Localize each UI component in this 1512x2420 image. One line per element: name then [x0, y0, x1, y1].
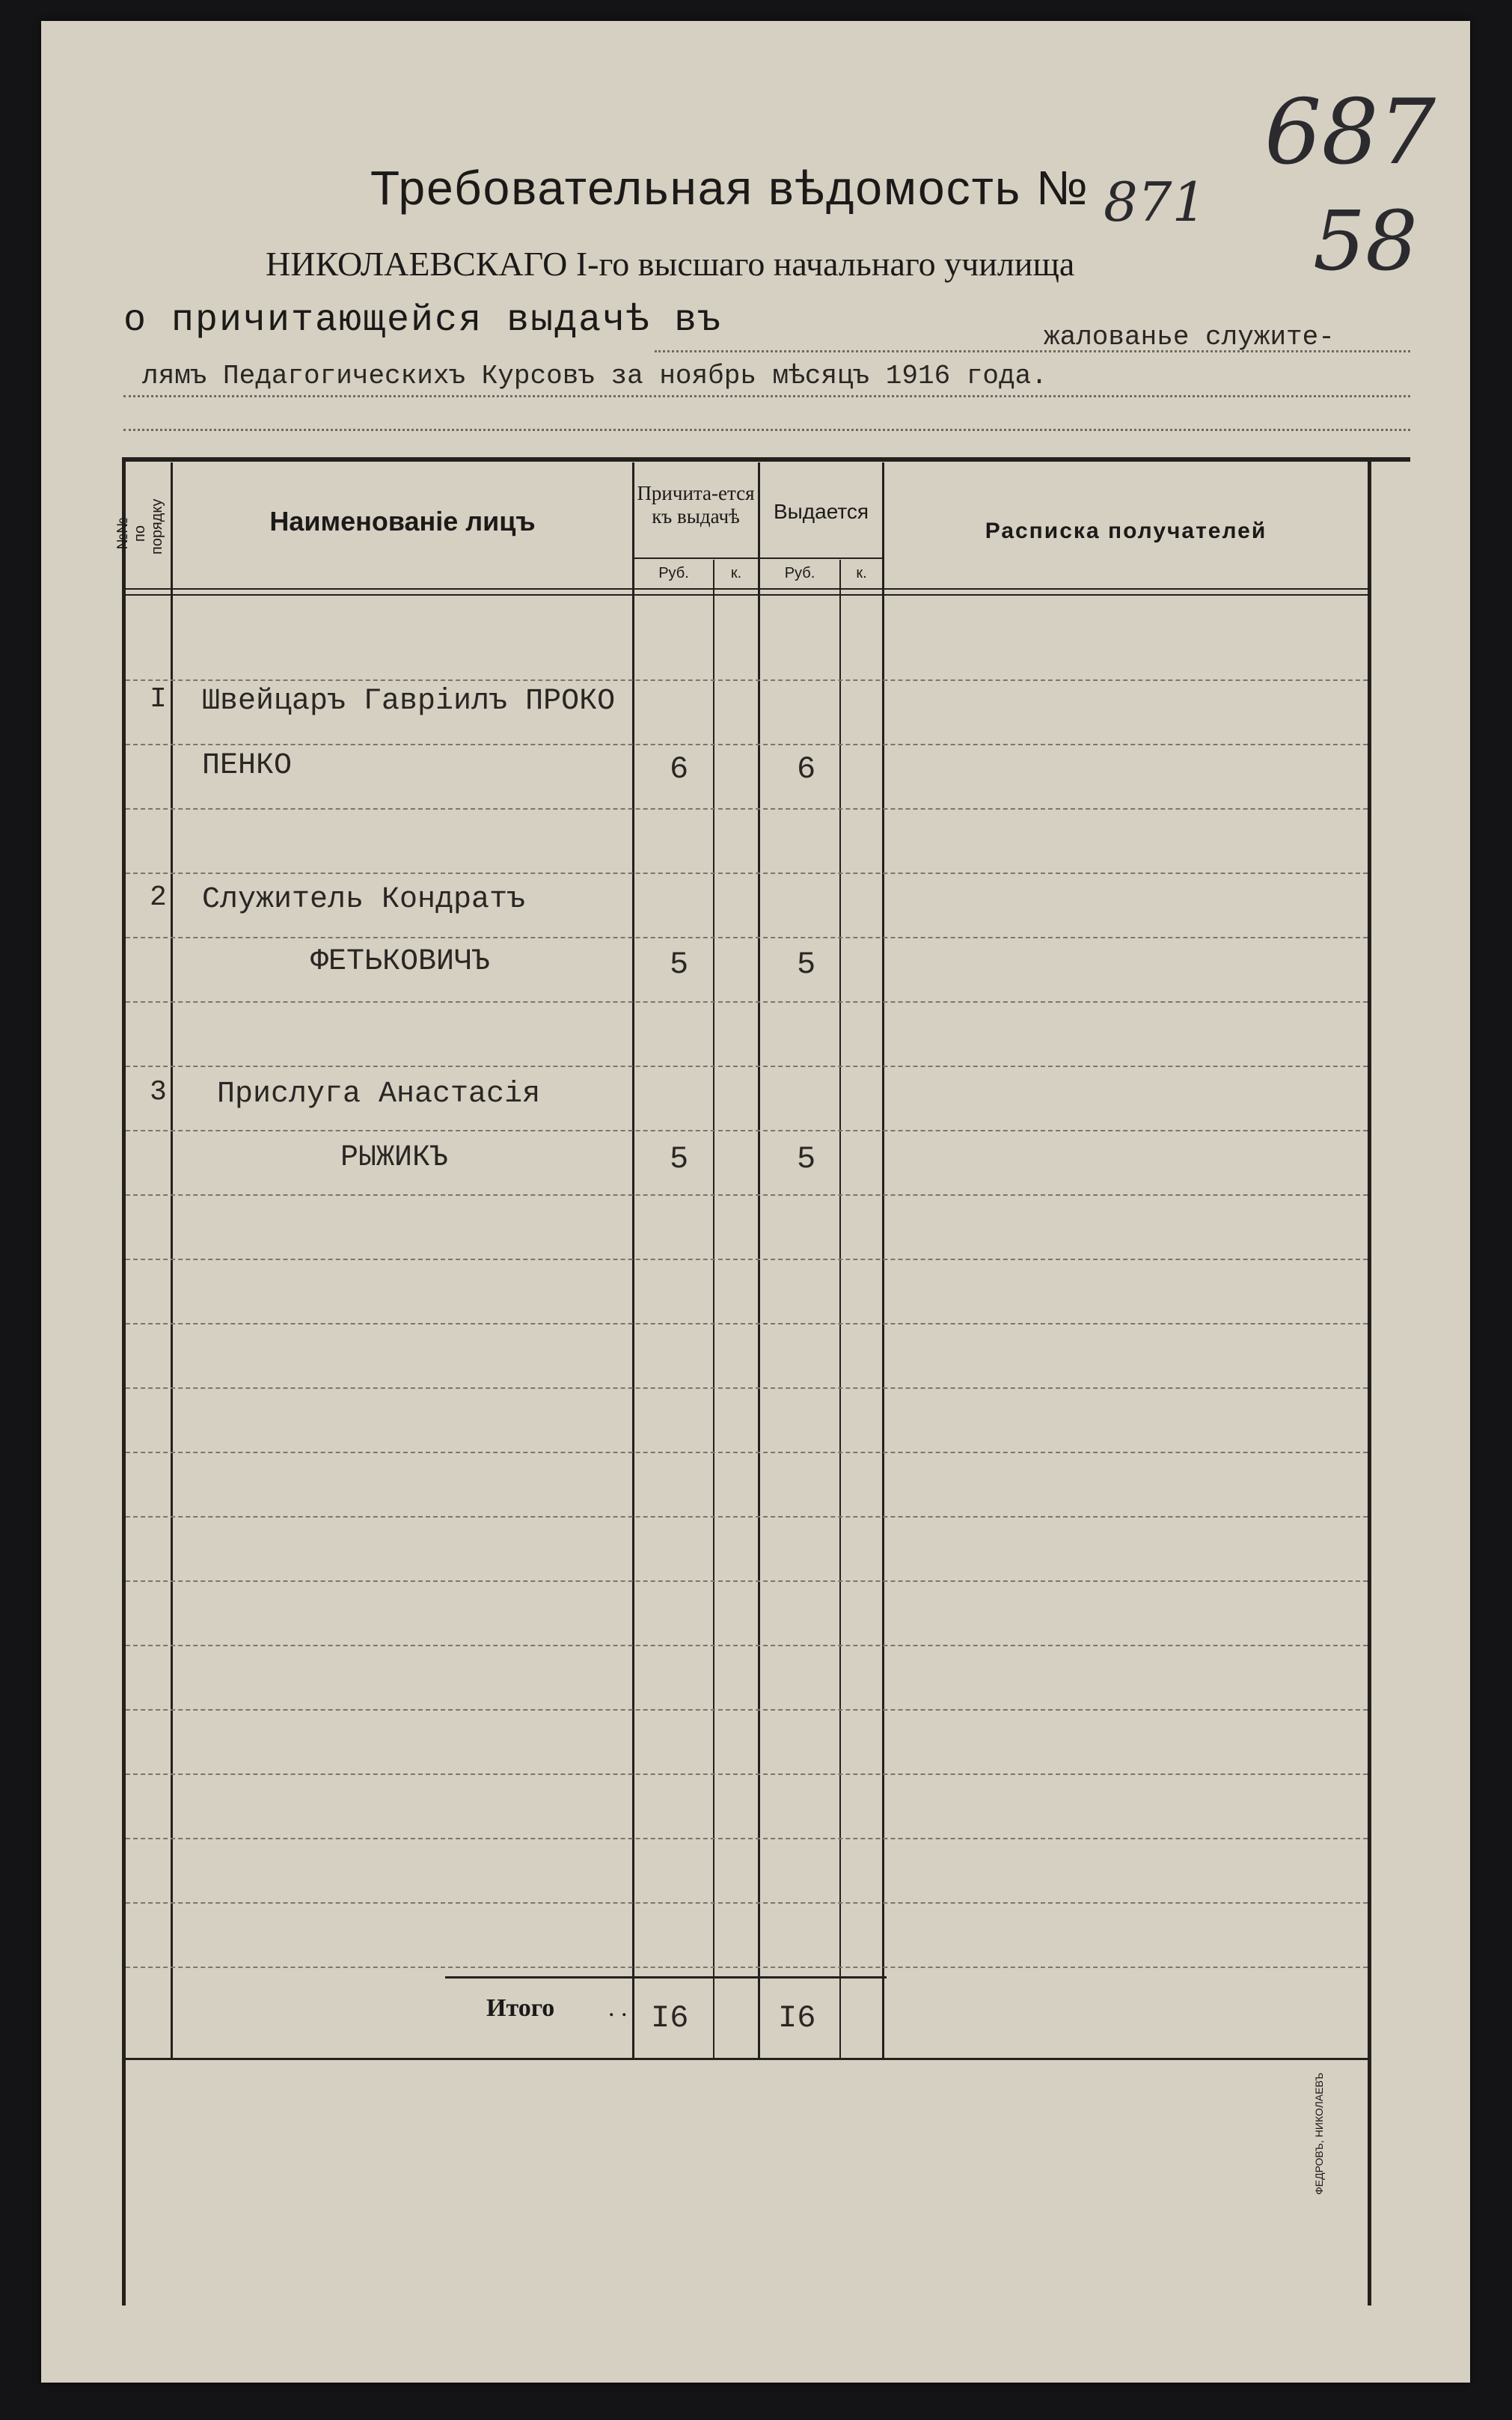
row-number: 3 [150, 1076, 167, 1108]
row-number: I [150, 683, 167, 715]
sub-header-rub: Руб. [784, 565, 815, 581]
school-line: НИКОЛАЕВСКАГО I-го высшаго начальнаго училища [266, 245, 1075, 283]
dotted-rule [123, 395, 1410, 397]
row-name-line2: ФЕТЬКОВИЧЪ [310, 945, 491, 979]
col-header-number: №№ по порядку [114, 498, 165, 554]
total-dots: . . [608, 1994, 628, 2022]
row-paid-rub: 5 [797, 1141, 816, 1177]
document-sheet [41, 21, 1470, 2383]
total-paid: I6 [778, 2000, 816, 2036]
printer-mark: ФЕДРОВЪ, НИКОЛАЕВЪ [1313, 2072, 1325, 2195]
total-label: Итого [486, 1994, 555, 2022]
row-due-rub: 5 [670, 1141, 689, 1177]
row-paid-rub: 6 [797, 751, 816, 787]
row-name-line1: Швейцаръ Гавріилъ ПРОКО [202, 685, 616, 718]
sub-header-kop: к. [856, 565, 867, 581]
archive-number-top: 687 [1264, 81, 1436, 185]
archive-number-bottom: 58 [1313, 193, 1418, 289]
row-name-line2: ПЕНКО [202, 749, 293, 783]
dotted-rule [123, 429, 1410, 431]
col-header-paid: Выдается [773, 500, 869, 523]
row-due-rub: 6 [670, 751, 689, 787]
col-header-receipt: Расписка получателей [985, 519, 1267, 543]
dotted-rule [655, 350, 1410, 352]
col-header-due: Причита-ется къ выдачѣ [637, 482, 755, 528]
sub-header-kop: к. [730, 565, 742, 581]
col-header-name: Наименованіе лицъ [269, 506, 536, 537]
purpose-typed-2: лямъ Педагогическихъ Курсовъ за ноябрь мѣсяцъ 1916 года. [142, 361, 1047, 391]
sub-header-rub: Руб. [658, 565, 689, 581]
document-number: 871 [1104, 171, 1207, 233]
row-name-line2: РЫЖИКЪ [340, 1141, 449, 1175]
row-paid-rub: 5 [797, 947, 816, 983]
document-title: Требовательная вѣдомость № [370, 161, 1089, 215]
row-due-rub: 5 [670, 947, 689, 983]
purpose-typed-1: жалованье служите- [1044, 322, 1335, 352]
total-due: I6 [651, 2000, 689, 2036]
row-name-line1: Прислуга Анастасія [217, 1078, 541, 1111]
row-name-line1: Служитель Кондратъ [202, 883, 526, 917]
row-number: 2 [150, 881, 167, 914]
purpose-printed: о причитающейся выдачѣ въ [123, 299, 723, 342]
